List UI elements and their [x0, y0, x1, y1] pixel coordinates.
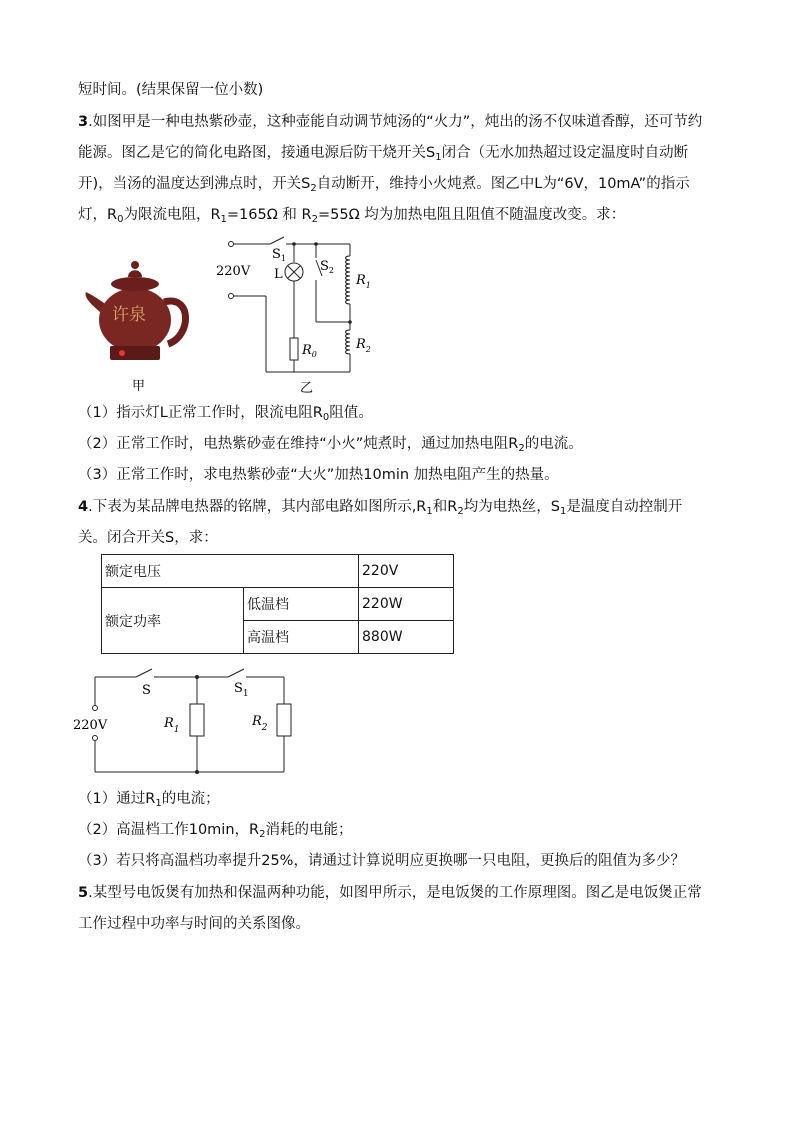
q4-part-3 — [78, 851, 685, 871]
subscript: 2 — [457, 506, 464, 517]
q3-line-3 — [78, 174, 690, 199]
s1-subscript: 1 — [280, 254, 286, 263]
q4-line-1 — [78, 497, 682, 522]
circuit-figure-4 — [72, 664, 302, 782]
table-cell: 额定电压 — [102, 555, 359, 588]
table-row — [102, 555, 454, 588]
text-span: 为限流电阻，R — [123, 207, 221, 223]
text-span: 的电流； — [161, 791, 220, 807]
q3-line-2 — [78, 143, 688, 168]
text-span: 灯，R — [78, 207, 118, 223]
r2-letter: R — [356, 337, 366, 352]
table-cell: 220V — [359, 555, 454, 588]
subscript: 0 — [117, 214, 124, 225]
q3-part-2 — [78, 434, 583, 459]
text-span: （1）指示灯L正常工作时，限流电阻R — [78, 405, 323, 421]
s2-subscript: 2 — [328, 266, 334, 275]
q3-part-3 — [78, 465, 559, 485]
text-line — [78, 80, 263, 100]
text-span: 的电流。 — [524, 436, 583, 452]
r2-label — [251, 714, 268, 733]
text-span: .下表为某品牌电热器的铭牌，其内部电路如图所示,R — [88, 499, 427, 515]
q5-line-1 — [78, 883, 702, 903]
r1-subscript: 1 — [173, 725, 180, 735]
s-label: S — [142, 683, 151, 698]
subscript: 1 — [220, 214, 227, 225]
voltage-label: 220V — [73, 718, 108, 733]
s1-label — [272, 247, 286, 263]
table-cell: 高温档 — [244, 621, 359, 654]
r1-label — [163, 716, 180, 735]
r1-subscript: 1 — [365, 281, 371, 290]
r2-letter: R — [252, 714, 262, 729]
subscript: 1 — [155, 798, 162, 809]
r1-label — [355, 273, 371, 290]
q3-line-4 — [78, 205, 625, 230]
q3-part-1 — [78, 403, 373, 428]
spec-table — [101, 554, 454, 654]
q5-line-2 — [78, 914, 310, 934]
text-span: =55Ω 均为加热电阻且阻值不随温度改变。求： — [317, 207, 626, 223]
lamp-label: L — [274, 267, 283, 282]
text-span: 消耗的电能； — [265, 822, 353, 838]
r1-letter: R — [164, 716, 174, 731]
table-cell: 额定功率 — [102, 588, 244, 654]
subscript: 2 — [259, 829, 266, 840]
q3-line-1 — [78, 112, 702, 132]
s1-letter: S — [234, 681, 243, 696]
text-span: 和R — [432, 499, 458, 515]
s1-letter: S — [272, 247, 281, 262]
s1-subscript: 1 — [242, 689, 249, 699]
text-span: 自动断开，维持小火炖煮。图乙中L为“6V，10mA”的指示 — [316, 176, 690, 192]
r2-subscript: 2 — [261, 723, 268, 733]
text-span: 开)，当汤的温度达到沸点时，开关S — [78, 176, 311, 192]
question-number: 4 — [78, 499, 89, 515]
s1-label — [234, 681, 249, 699]
r2-subscript: 2 — [365, 345, 371, 354]
text-span: 闭合（无水加热超过设定温度时自动断 — [441, 145, 689, 161]
text-span: .如图甲是一种电热紫砂壶，这种壶能自动调节炖汤的“火力”，炖出的汤不仅味道香醇，还可节约 — [88, 114, 703, 130]
subscript: 0 — [322, 412, 330, 423]
text-span: 短时间。(结果保留一位小数) — [78, 82, 264, 98]
r1-letter: R — [356, 273, 366, 288]
q4-part-1 — [78, 789, 220, 814]
text-span: （1）通过R — [78, 791, 156, 807]
subscript: 1 — [435, 152, 442, 163]
subscript: 1 — [559, 506, 567, 517]
table-cell: 880W — [359, 621, 454, 654]
subscript: 2 — [311, 214, 318, 225]
text-span: =165Ω 和 R — [226, 207, 312, 223]
question-number: 5 — [78, 885, 89, 901]
table-cell: 220W — [359, 588, 454, 621]
text-span: .某型号电饭煲有加热和保温两种功能，如图甲所示，是电饭煲的工作原理图。图乙是电饭煲正常 — [88, 885, 702, 901]
text-span: （3）若只将高温档功率提升25%，请通过计算说明应更换哪一只电阻，更换后的阻值为多少？ — [78, 853, 685, 869]
text-span: 均为电热丝，S — [463, 499, 560, 515]
s2-letter: S — [320, 259, 329, 274]
r0-letter: R — [302, 343, 312, 358]
text-span: （3）正常工作时，求电热紫砂壶“大火”加热10min 加热电阻产生的热量。 — [78, 467, 559, 483]
question-number: 3 — [78, 114, 89, 130]
text-span: 是温度自动控制开 — [566, 499, 683, 515]
q4-part-2 — [78, 820, 352, 845]
text-span: （2）正常工作时，电热紫砂壶在维持“小火”炖煮时，通过加热电阻R — [78, 436, 519, 452]
voltage-label: 220V — [216, 264, 251, 279]
r0-subscript: 0 — [311, 350, 317, 359]
s2-label — [320, 259, 334, 275]
r2-label — [355, 337, 371, 354]
text-span: 工作过程中功率与时间的关系图像。 — [78, 916, 310, 932]
table-cell: 低温档 — [244, 588, 359, 621]
text-span: 关。闭合开关S，求： — [78, 530, 218, 546]
subscript: 1 — [426, 506, 433, 517]
r0-label — [301, 343, 317, 359]
figure-label-jia: 甲 — [132, 379, 146, 394]
q4-line-2 — [78, 528, 218, 548]
table-row — [102, 588, 454, 621]
text-span: 能源。图乙是它的简化电路图，接通电源后防干烧开关S — [78, 145, 436, 161]
pot-inscription: 许泉 — [112, 305, 146, 325]
figure-label-yi: 乙 — [300, 381, 314, 396]
subscript: 2 — [310, 183, 317, 194]
text-span: 阻值。 — [329, 405, 373, 421]
teapot-figure — [80, 250, 200, 400]
text-span: （2）高温档工作10min，R — [78, 822, 260, 838]
subscript: 2 — [518, 443, 525, 454]
circuit-figure-3 — [212, 232, 372, 398]
